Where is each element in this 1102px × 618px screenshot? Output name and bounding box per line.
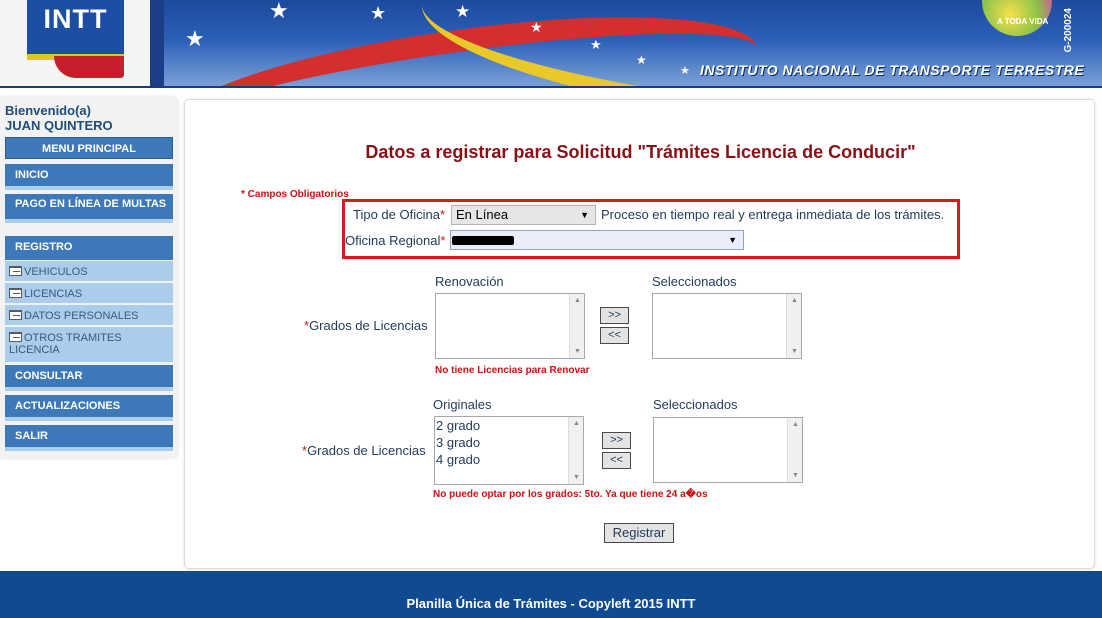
sidebar-item-label: REGISTRO (15, 241, 73, 253)
campaign-label: A TODA VIDA (997, 17, 1049, 26)
dropdown-arrow-icon: ▼ (728, 235, 737, 245)
originals-remove-button[interactable]: << (602, 452, 631, 469)
footer-text: Planilla Única de Trámites - Copyleft 2015 INTT (406, 596, 696, 611)
sidebar-subitem-otros-tramites[interactable] (5, 327, 173, 362)
listbox-scrollbar[interactable] (568, 417, 583, 484)
required-marker: * (440, 233, 446, 248)
originals-available-list[interactable] (434, 416, 584, 485)
sidebar-item-actualizaciones[interactable] (5, 395, 173, 421)
list-option[interactable]: 2 grado (436, 418, 481, 433)
regional-office-label-text: Oficina Regional (345, 233, 441, 248)
header-divider (150, 0, 164, 88)
tree-node-icon (9, 288, 22, 298)
dropdown-arrow-icon: ▼ (580, 210, 589, 220)
footer (0, 571, 1102, 618)
sidebar-item-label: ACTUALIZACIONES (15, 400, 121, 412)
renewal-grades-label-text: Grados de Licencias (309, 318, 428, 333)
logo-flag-ribbon (54, 56, 124, 78)
list-option[interactable]: 4 grado (436, 452, 481, 467)
scroll-up-icon[interactable]: ▲ (792, 421, 799, 428)
office-type-value: En Línea (456, 207, 509, 222)
logo-area (0, 0, 150, 88)
required-fields-note: * Campos Obligatorios (241, 189, 349, 200)
welcome-text: Bienvenido(a) (5, 103, 91, 118)
sidebar-subitem-label: OTROS TRAMITES LICENCIA (9, 332, 122, 356)
main-panel (184, 99, 1095, 569)
sidebar-item-label: CONSULTAR (15, 370, 83, 382)
listbox-scrollbar[interactable] (569, 294, 584, 358)
tree-node-icon (9, 266, 22, 276)
menu-title: MENU PRINCIPAL (5, 137, 173, 159)
sidebar-subitem-vehiculos[interactable] (5, 261, 173, 281)
scroll-down-icon[interactable]: ▼ (791, 348, 798, 355)
sidebar-subitem-datos-personales[interactable] (5, 305, 173, 325)
id-code: G-200024 (1063, 8, 1074, 53)
header-bottom-line (0, 86, 1102, 88)
renewal-selected-list[interactable] (652, 293, 802, 359)
logo-text: INTT (43, 4, 108, 34)
sidebar-item-consultar[interactable] (5, 365, 173, 391)
sidebar (0, 97, 178, 458)
listbox-scrollbar[interactable] (786, 294, 801, 358)
scroll-up-icon[interactable]: ▲ (791, 297, 798, 304)
office-type-label (353, 207, 445, 222)
renewal-selected-title: Seleccionados (652, 274, 737, 289)
sidebar-item-salir[interactable] (5, 425, 173, 451)
tree-node-icon (9, 332, 22, 342)
listbox-scrollbar[interactable] (787, 418, 802, 482)
sidebar-subitem-licencias[interactable] (5, 283, 173, 303)
intt-logo[interactable] (27, 0, 124, 60)
originals-add-button[interactable]: >> (602, 432, 631, 449)
required-marker: * (302, 443, 308, 458)
sidebar-item-label: SALIR (15, 430, 48, 442)
sidebar-subitem-label: DATOS PERSONALES (24, 310, 139, 322)
required-marker: * (304, 318, 310, 333)
renewal-warning: No tiene Licencias para Renovar (435, 365, 590, 376)
originals-available-title: Originales (433, 397, 492, 412)
office-type-description: Proceso en tiempo real y entrega inmediata de los trámites. (601, 207, 945, 222)
star-icon: ★ (269, 0, 289, 23)
originals-grades-label (302, 443, 426, 458)
institute-name: INSTITUTO NACIONAL DE TRANSPORTE TERRESTRE (700, 62, 1085, 78)
star-icon: ★ (185, 26, 205, 51)
redacted-value (452, 236, 514, 245)
sidebar-subitem-label: VEHICULOS (24, 266, 88, 278)
required-marker: * (439, 207, 446, 222)
renewal-grades-label (304, 318, 428, 333)
renewal-remove-button[interactable]: << (600, 327, 629, 344)
star-icon: ★ (455, 2, 471, 21)
register-button[interactable]: Registrar (604, 523, 674, 543)
star-icon: ★ (370, 3, 387, 23)
scroll-down-icon[interactable]: ▼ (574, 348, 581, 355)
star-icon: ★ (590, 37, 602, 52)
sidebar-item-label: PAGO EN LÍNEA DE MULTAS (15, 198, 167, 210)
page-title: Datos a registrar para Solicitud "Trámites Licencia de Conducir" (365, 142, 916, 162)
sidebar-item-pago-multas[interactable] (5, 194, 173, 223)
office-type-label-text: Tipo de Oficina (353, 207, 440, 222)
sidebar-item-registro[interactable] (5, 236, 173, 260)
list-option[interactable]: 3 grado (436, 435, 481, 450)
scroll-down-icon[interactable]: ▼ (573, 474, 580, 481)
regional-office-select[interactable] (450, 230, 744, 250)
originals-warning: No puede optar por los grados: 5to. Ya que tiene 24 a�os (433, 489, 708, 500)
regional-office-label (345, 233, 445, 248)
renewal-add-button[interactable]: >> (600, 307, 629, 324)
sidebar-item-label: INICIO (15, 169, 49, 181)
sidebar-item-inicio[interactable] (5, 164, 173, 190)
scroll-up-icon[interactable]: ▲ (574, 297, 581, 304)
renewal-available-title: Renovación (435, 274, 504, 289)
user-name: JUAN QUINTERO (5, 118, 113, 133)
header-banner (0, 0, 1102, 88)
originals-selected-title: Seleccionados (653, 397, 738, 412)
scroll-down-icon[interactable]: ▼ (792, 472, 799, 479)
star-icon: ★ (636, 53, 647, 67)
renewal-available-list[interactable] (435, 293, 585, 359)
scroll-up-icon[interactable]: ▲ (573, 420, 580, 427)
originals-selected-list[interactable] (653, 417, 803, 483)
tree-node-icon (9, 310, 22, 320)
star-icon: ★ (530, 19, 543, 35)
star-icon: ★ (680, 65, 690, 77)
originals-grades-label-text: Grados de Licencias (307, 443, 426, 458)
office-type-select[interactable] (451, 205, 596, 225)
sidebar-subitem-label: LICENCIAS (24, 288, 83, 300)
